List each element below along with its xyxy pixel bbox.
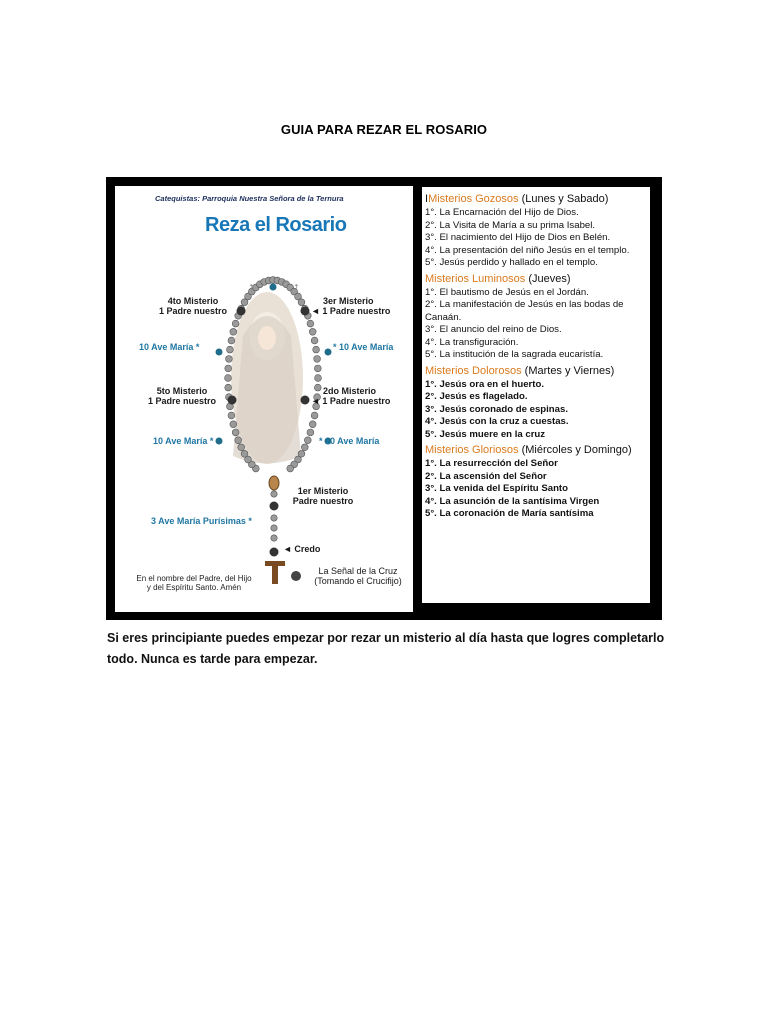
ave-maria-bead <box>311 337 318 344</box>
mystery-item: 1°. Jesús ora en el huerto. <box>425 378 545 390</box>
mystery-item: 3°. El anuncio del reino de Dios. <box>425 324 562 335</box>
mystery-heading: IMisterios Gozosos (Lunes y Sabado) <box>425 193 609 205</box>
mystery-item: 4°. La presentación del niño Jesús en el templo. <box>425 244 630 256</box>
mystery-item: 4°. La transfiguración. <box>425 336 519 348</box>
ave-maria-bead <box>311 412 318 419</box>
label-1er-misterio: 1er Misterio Padre nuestro <box>292 486 354 506</box>
mystery-heading <box>425 273 647 286</box>
label-ave-right-bottom: * 10 Ave María <box>319 436 380 446</box>
mystery-item: 3°. La venida del Espíritu Santo <box>425 483 568 494</box>
mystery-heading <box>425 365 647 378</box>
mystery-item: 1°. La Encarnación del Hijo de Dios. <box>425 207 579 218</box>
ave-maria-bead <box>315 375 322 382</box>
mystery-item: 4°. La asunción de la santísima Virgen <box>425 495 600 507</box>
ave-maria-bead <box>309 421 316 428</box>
mystery-days: (Lunes y Sabado) <box>518 193 609 205</box>
chain-bead <box>271 525 277 531</box>
ave-maria-bead <box>314 356 321 363</box>
rosary-chain-beads <box>271 491 277 541</box>
ave-maria-bead <box>238 444 245 451</box>
padre-nuestro-bead-1 <box>270 502 279 511</box>
mystery-item: 5°. La coronación de María santísima <box>425 508 594 519</box>
rosary-figure <box>106 177 662 620</box>
ave-maria-bead <box>309 328 316 335</box>
mystery-name: Misterios Gozosos <box>428 193 519 205</box>
mystery-days: (Jueves) <box>525 272 571 285</box>
mystery-section <box>425 444 647 521</box>
mystery-name: Misterios Dolorosos <box>425 364 522 377</box>
ave-maria-bead <box>313 346 320 353</box>
padre-nuestro-bead-2 <box>301 396 310 405</box>
chain-bead <box>271 515 277 521</box>
label-ave-right-top: * 10 Ave María <box>333 342 394 352</box>
ave-maria-bead <box>235 437 242 444</box>
label-ave-purisimas: 3 Ave María Purísimas * <box>151 516 252 526</box>
ave-maria-bead <box>227 346 234 353</box>
ave-maria-bead <box>304 437 311 444</box>
ave-maria-bead <box>225 375 232 382</box>
document-title: GUIA PARA REZAR EL ROSARIO <box>280 122 488 137</box>
label-ave-left-bottom: 10 Ave María * <box>153 436 214 446</box>
closing-paragraph: Si eres principiante puedes empezar por rezar un misterio al día hasta que logres completarlo todo. Nunca es tarde para empezar. <box>107 631 665 666</box>
tau-cross-icon <box>265 561 285 584</box>
svg-text:↑: ↑ <box>248 283 255 292</box>
chain-bead <box>271 535 277 541</box>
mystery-item: 5°. Jesús perdido y hallado en el templo. <box>425 257 598 268</box>
mystery-section <box>425 365 647 442</box>
mystery-item: 4°. Jesús con la cruz a cuestas. <box>425 416 569 427</box>
ave-maria-bead <box>314 365 321 372</box>
label-senal-cruz: La Señal de la Cruz (Tomando el Crucifijo) <box>314 566 402 586</box>
mystery-item: 2°. La Visita de María a su prima Isabel. <box>425 219 596 231</box>
medal <box>269 476 279 490</box>
mystery-days: (Miércoles y Domingo) <box>518 444 632 456</box>
mystery-item: 2°. La manifestación de Jesús en las bodas de Canaán. <box>425 299 624 323</box>
mystery-days: (Martes y Viernes) <box>521 364 615 377</box>
mystery-section <box>425 193 647 270</box>
ave-maria-bead <box>230 421 237 428</box>
label-ave-left-top: 10 Ave María * <box>139 342 200 352</box>
rosary-card <box>114 185 414 613</box>
ave-maria-bead <box>228 412 235 419</box>
ave-maria-bead <box>301 444 308 451</box>
ave-maria-bead <box>230 328 237 335</box>
mystery-item: 5°. La institución de la sagrada eucaristía. <box>425 349 604 360</box>
svg-text:↑: ↑ <box>293 283 300 292</box>
label-3er-misterio: 3er Misterio ◄ 1 Padre nuestro <box>311 296 391 316</box>
padre-nuestro-bead-3 <box>301 307 310 316</box>
teal-marker <box>216 438 223 445</box>
ave-maria-bead <box>307 429 314 436</box>
label-4to-misterio: 4to Misterio 1 Padre nuestro <box>158 296 228 316</box>
ave-maria-bead <box>232 320 239 327</box>
padre-nuestro-bead-4 <box>237 307 246 316</box>
ave-maria-bead <box>232 429 239 436</box>
chain-bead <box>271 491 277 497</box>
card-caption: Catequistas: Parroquia Nuestra Señora de la Ternura <box>155 194 344 203</box>
label-2do-misterio: 2do Misterio ◄ 1 Padre nuestro <box>311 386 391 406</box>
ave-maria-bead <box>228 337 235 344</box>
mystery-heading <box>425 444 647 457</box>
mystery-item: 2°. Jesús es flagelado. <box>425 391 528 402</box>
ave-maria-bead <box>287 465 294 472</box>
card-title: Reza el Rosario <box>205 214 347 236</box>
ave-maria-bead <box>225 365 232 372</box>
teal-marker <box>216 349 223 356</box>
mystery-item: 3°. Jesús coronado de espinas. <box>425 403 568 415</box>
ave-maria-bead <box>307 320 314 327</box>
mysteries-panel <box>420 185 652 605</box>
mystery-item: 3°. El nacimiento del Hijo de Dios en Belén. <box>425 232 611 243</box>
mystery-item: 1°. El bautismo de Jesús en el Jordán. <box>425 286 589 298</box>
ave-maria-bead <box>226 356 233 363</box>
label-credo: ◄ Credo <box>283 544 321 554</box>
label-5to-misterio: 5to Misterio 1 Padre nuestro <box>147 386 217 406</box>
ave-maria-bead <box>298 299 305 306</box>
mystery-item: 2°. La ascensión del Señor <box>425 470 547 482</box>
mystery-section <box>425 273 647 362</box>
credo-bead <box>270 548 279 557</box>
label-en-el-nombre: En el nombre del Padre, del Hijo y del Espíritu Santo. Amén <box>136 574 252 592</box>
mystery-item: 5°. Jesús muere en la cruz <box>425 428 546 440</box>
mystery-name: Misterios Luminosos <box>425 272 526 285</box>
mystery-name: Misterios Gloriosos <box>425 444 519 456</box>
mystery-item: 1°. La resurrección del Señor <box>425 458 558 469</box>
teal-marker <box>270 284 277 291</box>
teal-marker <box>325 349 332 356</box>
ave-maria-bead <box>241 450 248 457</box>
